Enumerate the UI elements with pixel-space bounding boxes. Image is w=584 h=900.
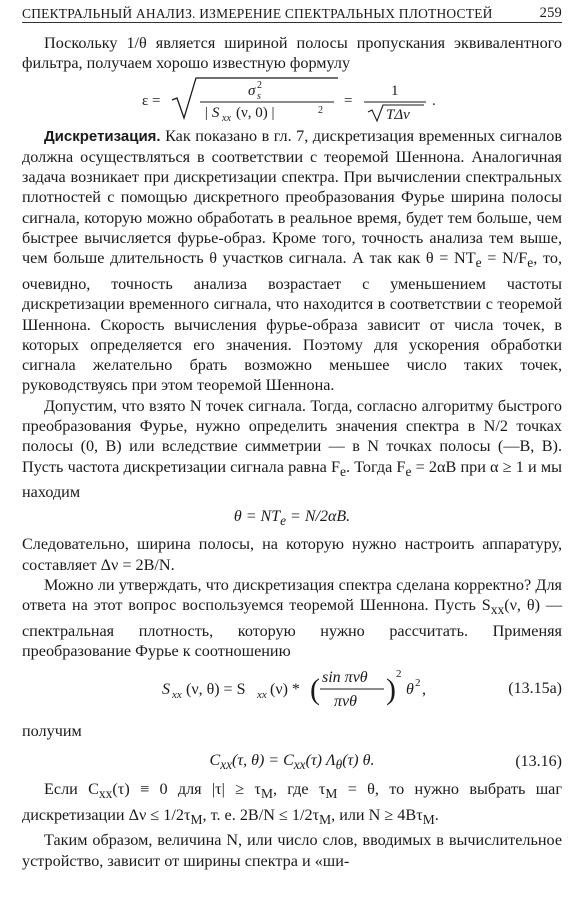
eq2-text	[234, 508, 350, 529]
equation-13-15a	[22, 661, 562, 717]
equation-epsilon	[22, 74, 562, 126]
p5-a: Если C	[44, 780, 99, 799]
para2-a-sub: e	[340, 463, 347, 479]
eq1-sigma: σ	[248, 82, 256, 99]
section-text-3: , то, очевидно, точность анализа возрастает с уменьшением частоты дискретизации временного сигнала, что находится в соответствии с теоремой Шеннона. Скорость вычисления фурье-образа зависит от числа точек, в которых определяется его значения. Поэтому для ускорения обработки сигнала желательно брать возможно меньшее число таких точек, руководствуясь при этом теоремой Шеннона.	[22, 249, 562, 395]
eq4-a3: (τ) θ.	[342, 751, 375, 769]
intro-paragraph: Поскольку 1/θ является шириной полосы пропускания эквивалентного фильтра, получаем хорошо известную формулу	[22, 34, 562, 73]
eq1-one: 1	[391, 82, 399, 99]
section-text-2: = N/F	[481, 249, 528, 268]
equation-theta	[22, 502, 562, 534]
section-sub-2: e	[527, 255, 534, 271]
page-number: 259	[539, 5, 562, 21]
p5-d: = θ, то нужно выбрать шаг дискретизации Δν ≤ 1/2τ	[22, 780, 562, 824]
paragraph-condition	[22, 779, 562, 830]
para4-a-sub: xx	[490, 602, 505, 618]
eq4-sub1: xx	[220, 757, 233, 773]
paragraph-bandwidth: Следовательно, ширина полосы, на которую нужно настроить аппаратуру, составляет Δν = 2B/N.	[22, 535, 562, 574]
eq3-rhs-arg: (ν) *	[270, 681, 300, 699]
equation-13-16	[22, 745, 562, 779]
eq2-main: θ = NT	[233, 507, 281, 525]
section-discretization	[22, 126, 562, 396]
eq4-c1: C	[209, 751, 221, 769]
p5-e: , т. е. 2B/N ≤ 1/2τ	[202, 805, 320, 824]
eq3-theta: θ	[406, 681, 414, 699]
eq3-theta-pow: 2	[415, 677, 421, 690]
eq1-rhs-den: TΔν	[386, 106, 410, 123]
equation-tag-13-15a: (13.15a)	[508, 680, 562, 698]
eq4-a1: (τ, θ) = C	[232, 751, 294, 769]
eq3-frac-num: sin πνθ	[322, 669, 368, 687]
para4-a: Можно ли утверждать, что дискретизация спектра сделана корректно? Для ответа на этот вопрос воспользуемся теоремой Шеннона. Пусть S	[22, 576, 562, 615]
eq1-den-sub: xx	[222, 112, 231, 124]
paragraph-final: Таким образом, величина N, или число слов, вводимых в вычислительное устройство, зависит от ширины спектра и «ши-	[22, 831, 562, 870]
equation-epsilon-svg	[142, 74, 442, 126]
running-header	[22, 0, 562, 23]
eq1-den: | S	[204, 104, 220, 121]
eq3-lparen: (	[310, 673, 320, 707]
p5-b-sub: M	[260, 786, 273, 802]
paragraph-points	[22, 396, 562, 503]
p5-b: (τ) ≡ 0 для |τ| ≥ τ	[112, 780, 261, 799]
p5-f: , или N ≥ 4Bτ	[331, 805, 423, 824]
eq2-sub: e	[280, 513, 287, 528]
section-sub-1: e	[475, 255, 482, 271]
eq1-equals: =	[344, 92, 353, 109]
section-heading: Дискретизация.	[44, 127, 161, 145]
para2-c: = 2αB при α ≥ 1 и мы находим	[22, 457, 562, 502]
p5-c-sub: M	[325, 786, 338, 802]
label-get: получим	[22, 722, 82, 741]
eq1-den-rest: (ν, 0) |	[236, 104, 275, 121]
eq1-sigma-sup: 2	[257, 79, 262, 91]
eq3-pow: 2	[396, 668, 402, 681]
eq3-rparen: )	[386, 673, 396, 707]
section-text-1: Как показано в гл. 7, дискретизация временных сигналов должна осуществляться в соответствии с теоремой Шеннона. Аналогичная задача возникает при дискретизации спектра. При вычислении спектральных плотностей с помощью дискретного преобразования Фурье ширина полосы сигнала, которую можно обработать в реальное время, будет тем больше, чем быстрее вычисляется фурье-образ. Кроме того, точность анализа тем выше, чем больше длительность θ участков сигнала. А так как θ = NT	[22, 126, 562, 268]
eq4-text	[210, 752, 375, 773]
equation-13-15a-svg	[162, 661, 462, 717]
running-title: СПЕКТРАЛЬНЫЙ АНАЛИЗ. ИЗМЕРЕНИЕ СПЕКТРАЛЬНЫХ ПЛОТНОСТЕЙ	[22, 6, 493, 21]
equation-tag-13-16: (13.16)	[515, 753, 562, 771]
para4-b: (ν, θ) — спектральная плотность, которую нужно рассчитать. Применяя преобразование Фурье к соотношению	[22, 596, 563, 661]
eq3-lhs-arg: (ν, θ) = S	[186, 681, 246, 699]
eq2-rest: = N/2αB.	[286, 507, 351, 525]
eq3-lhs-sub: xx	[172, 689, 182, 702]
eq3-frac-den: πνθ	[334, 693, 357, 711]
p5-c: , где τ	[272, 780, 326, 799]
p5-d-sub: M	[190, 812, 203, 828]
eq4-sub2: xx	[293, 757, 306, 773]
eq1-sigma-sub: s	[257, 90, 261, 102]
eq1-lhs: ε =	[142, 92, 161, 109]
p5-e-sub: M	[319, 812, 332, 828]
p5-a-sub: xx	[98, 786, 113, 802]
eq1-den-sup: 2	[318, 104, 323, 116]
eq3-lhs: S	[162, 681, 170, 699]
eq4-a2: (τ) Λ	[305, 751, 336, 769]
eq4-sub3: θ	[335, 757, 343, 773]
eq3-rhs-sub: xx	[257, 689, 267, 702]
para2-a: Допустим, что взято N точек сигнала. Тогда, согласно алгоритму быстрого преобразования Фурье, нужно определить значения спектра в N/2 точках полосы (0, B) или вследствие симметрии — в N точках полосы (—B, B). Пусть частота дискретизации сигнала равна F	[22, 396, 562, 476]
para2-b-sub: e	[405, 463, 412, 479]
eq3-comma: ,	[422, 681, 426, 699]
paragraph-correctness	[22, 575, 562, 661]
eq1-period: .	[432, 92, 436, 109]
para2-b: . Тогда F	[346, 457, 406, 476]
p5-f-sub: M	[422, 812, 435, 828]
p5-g: .	[434, 805, 439, 824]
